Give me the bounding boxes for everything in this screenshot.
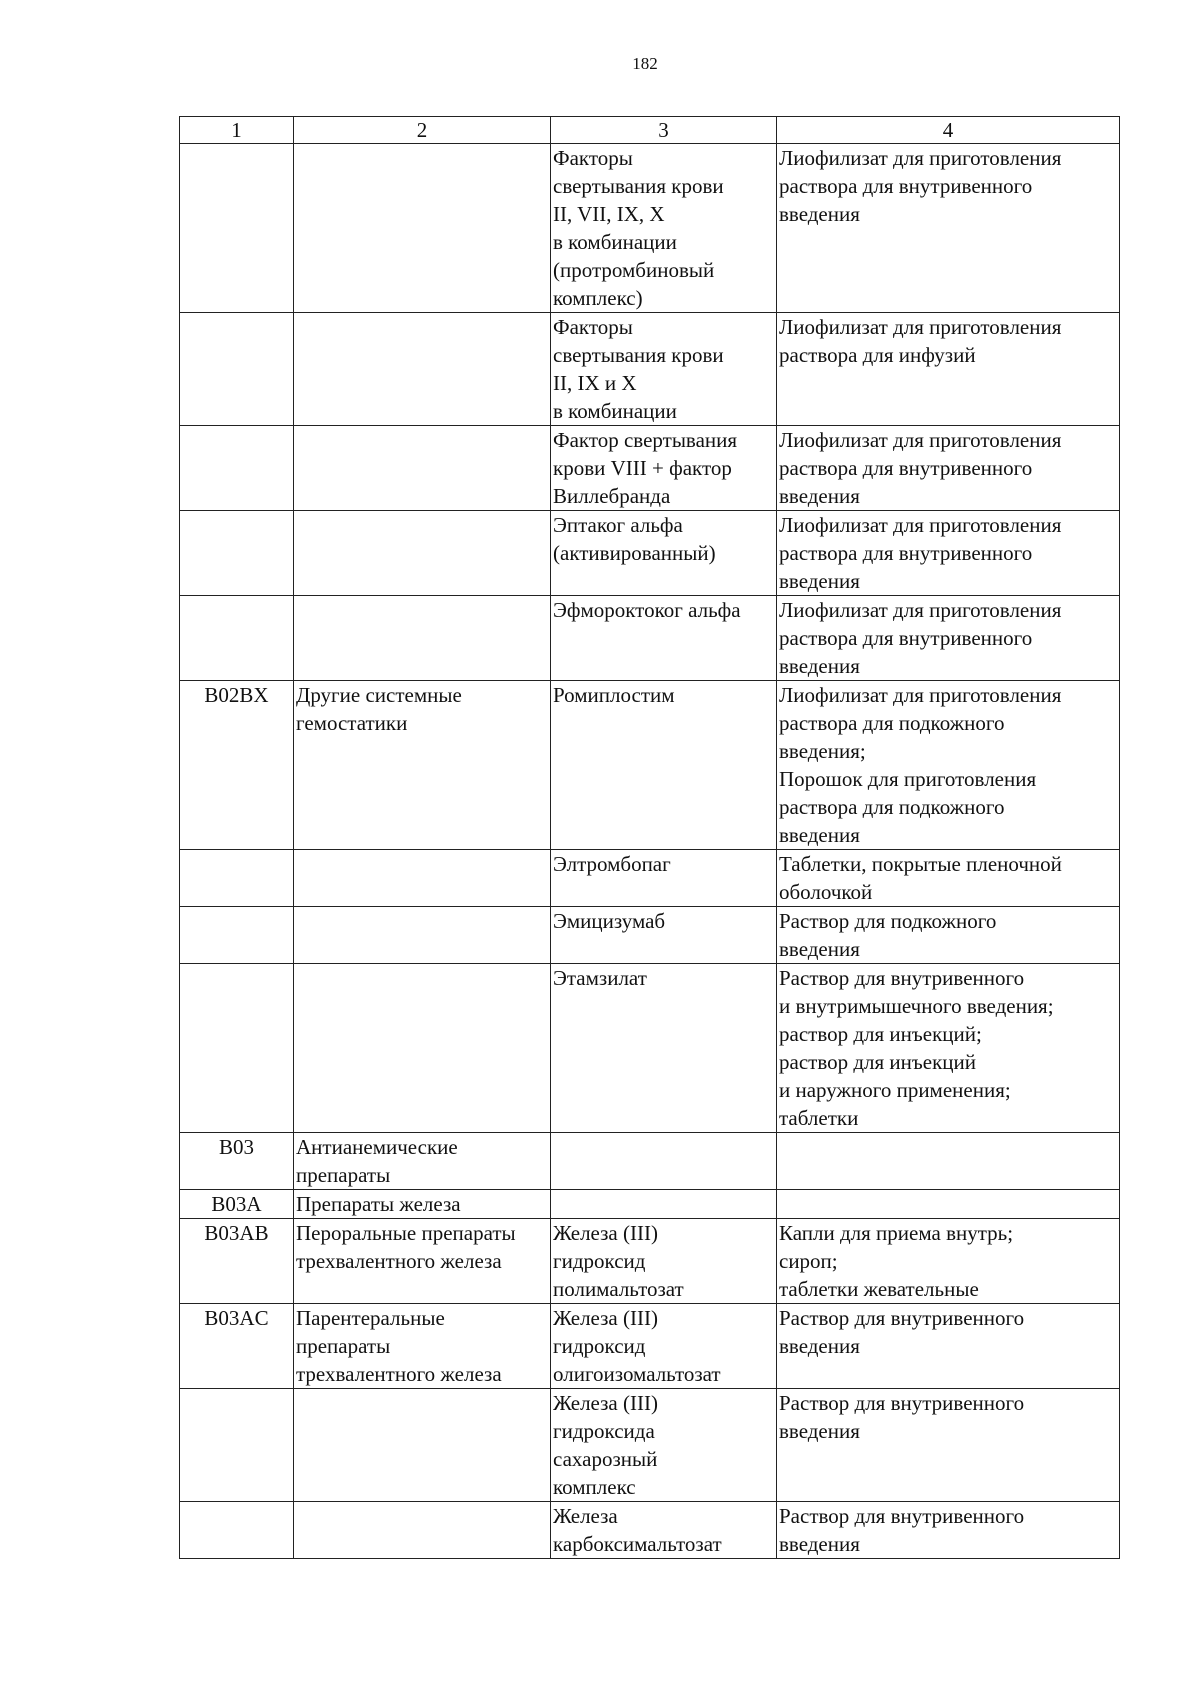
- table-body: [180, 144, 1120, 1559]
- dosage-form-cell: [777, 144, 1120, 313]
- group-cell: [294, 1219, 551, 1304]
- drug-name-line: Эфмороктоког альфа: [553, 598, 741, 622]
- dosage-form-line: введения: [779, 484, 860, 508]
- drug-name-line: комплекс): [553, 286, 643, 310]
- dosage-form-line: введения: [779, 1334, 860, 1358]
- group-cell: [294, 907, 551, 964]
- group-line: гемостатики: [296, 711, 408, 735]
- drug-name-line: в комбинации: [553, 230, 677, 254]
- drug-name-cell: [551, 426, 777, 511]
- atc-code-cell: [180, 144, 294, 313]
- dosage-form-cell: [777, 426, 1120, 511]
- dosage-form-line: введения;: [779, 739, 866, 763]
- drug-name-cell: [551, 681, 777, 850]
- table-row: [180, 964, 1120, 1133]
- drug-name-line: Факторы: [553, 146, 633, 170]
- dosage-form-cell: [777, 850, 1120, 907]
- atc-code-cell: [180, 596, 294, 681]
- drug-table: [179, 116, 1120, 1559]
- drug-name-line: гидроксида: [553, 1419, 655, 1443]
- atc-code-text: B03AC: [204, 1306, 269, 1330]
- dosage-form-cell: [777, 907, 1120, 964]
- dosage-form-line: раствора для инфузий: [779, 343, 976, 367]
- dosage-form-cell: [777, 1133, 1120, 1190]
- group-cell: [294, 1389, 551, 1502]
- group-line: Антианемические: [296, 1135, 458, 1159]
- dosage-form-line: сироп;: [779, 1249, 838, 1273]
- dosage-form-line: Раствор для внутривенного: [779, 1391, 1025, 1415]
- dosage-form-line: раствора для внутривенного: [779, 626, 1033, 650]
- dosage-form-line: раствора для внутривенного: [779, 456, 1033, 480]
- dosage-form-line: Порошок для приготовления: [779, 767, 1037, 791]
- drug-name-line: Виллебранда: [553, 484, 671, 508]
- drug-name-line: свертывания крови: [553, 343, 724, 367]
- group-cell: [294, 313, 551, 426]
- table-row: [180, 1190, 1120, 1219]
- drug-name-line: гидроксид: [553, 1249, 646, 1273]
- atc-code-cell: [180, 681, 294, 850]
- table-row: [180, 426, 1120, 511]
- drug-name-line: II, IX и X: [553, 371, 637, 395]
- dosage-form-line: Лиофилизат для приготовления: [779, 315, 1062, 339]
- table-row: [180, 1304, 1120, 1389]
- dosage-form-line: Лиофилизат для приготовления: [779, 598, 1062, 622]
- dosage-form-line: раствор для инъекций: [779, 1050, 976, 1074]
- drug-name-line: Железа (III): [553, 1391, 658, 1415]
- table-row: [180, 1133, 1120, 1190]
- atc-code-cell: [180, 313, 294, 426]
- group-cell: [294, 964, 551, 1133]
- drug-name-line: Эптаког альфа: [553, 513, 683, 537]
- dosage-form-line: раствора для подкожного: [779, 795, 1005, 819]
- dosage-form-line: введения: [779, 937, 860, 961]
- dosage-form-line: введения: [779, 1532, 860, 1556]
- dosage-form-line: введения: [779, 823, 860, 847]
- drug-name-cell: [551, 1133, 777, 1190]
- dosage-form-cell: [777, 1304, 1120, 1389]
- dosage-form-line: таблетки жевательные: [779, 1277, 979, 1301]
- dosage-form-line: Раствор для подкожного: [779, 909, 997, 933]
- atc-code-text: B02BX: [204, 683, 269, 707]
- dosage-form-line: Капли для приема внутрь;: [779, 1221, 1014, 1245]
- dosage-form-line: и внутримышечного введения;: [779, 994, 1054, 1018]
- dosage-form-cell: [777, 1502, 1120, 1559]
- drug-name-line: Этамзилат: [553, 966, 647, 990]
- group-cell: [294, 511, 551, 596]
- drug-name-line: полимальтозат: [553, 1277, 684, 1301]
- drug-name-line: в комбинации: [553, 399, 677, 423]
- drug-name-cell: [551, 144, 777, 313]
- dosage-form-line: Таблетки, покрытые пленочной: [779, 852, 1062, 876]
- group-line: Парентеральные: [296, 1306, 445, 1330]
- dosage-form-cell: [777, 596, 1120, 681]
- group-line: Пероральные препараты: [296, 1221, 516, 1245]
- group-cell: [294, 596, 551, 681]
- drug-name-cell: [551, 907, 777, 964]
- group-line: трехвалентного железа: [296, 1249, 502, 1273]
- table-row: [180, 681, 1120, 850]
- dosage-form-line: таблетки: [779, 1106, 859, 1130]
- drug-name-line: (активированный): [553, 541, 716, 565]
- dosage-form-line: раствора для подкожного: [779, 711, 1005, 735]
- page-number: 182: [632, 54, 658, 73]
- column-header-3: 3: [551, 117, 777, 144]
- table-row: [180, 313, 1120, 426]
- column-header-1: 1: [180, 117, 294, 144]
- atc-code-cell: [180, 511, 294, 596]
- drug-name-line: Эмицизумаб: [553, 909, 666, 933]
- group-line: Другие системные: [296, 683, 462, 707]
- drug-name-line: Железа: [553, 1504, 618, 1528]
- table-row: [180, 907, 1120, 964]
- dosage-form-line: раствора для внутривенного: [779, 541, 1033, 565]
- group-line: препараты: [296, 1163, 391, 1187]
- drug-name-line: (протромбиновый: [553, 258, 715, 282]
- drug-name-line: Железа (III): [553, 1221, 658, 1245]
- drug-name-line: свертывания крови: [553, 174, 724, 198]
- dosage-form-cell: [777, 1219, 1120, 1304]
- drug-name-cell: [551, 1502, 777, 1559]
- drug-name-line: гидроксид: [553, 1334, 646, 1358]
- dosage-form-line: Раствор для внутривенного: [779, 1504, 1025, 1528]
- drug-name-line: Элтромбопаг: [553, 852, 671, 876]
- dosage-form-cell: [777, 1190, 1120, 1219]
- drug-name-cell: [551, 596, 777, 681]
- group-cell: [294, 1190, 551, 1219]
- atc-code-text: B03A: [211, 1192, 262, 1216]
- drug-name-line: II, VII, IX, X: [553, 202, 665, 226]
- group-cell: [294, 1502, 551, 1559]
- atc-code-cell: [180, 1304, 294, 1389]
- dosage-form-line: Лиофилизат для приготовления: [779, 683, 1062, 707]
- drug-name-line: сахарозный: [553, 1447, 658, 1471]
- table-row: [180, 850, 1120, 907]
- atc-code-cell: [180, 1389, 294, 1502]
- dosage-form-line: раствора для внутривенного: [779, 174, 1033, 198]
- group-cell: [294, 426, 551, 511]
- drug-name-line: комплекс: [553, 1475, 636, 1499]
- atc-code-cell: [180, 1133, 294, 1190]
- drug-name-cell: [551, 511, 777, 596]
- column-header-2: 2: [294, 117, 551, 144]
- group-cell: [294, 681, 551, 850]
- dosage-form-line: раствор для инъекций;: [779, 1022, 982, 1046]
- column-header-4: 4: [777, 117, 1120, 144]
- group-cell: [294, 1133, 551, 1190]
- atc-code-text: B03AB: [204, 1221, 269, 1245]
- dosage-form-line: оболочкой: [779, 880, 873, 904]
- atc-code-cell: [180, 907, 294, 964]
- dosage-form-cell: [777, 681, 1120, 850]
- drug-name-line: олигоизомальтозат: [553, 1362, 721, 1386]
- group-line: трехвалентного железа: [296, 1362, 502, 1386]
- dosage-form-cell: [777, 964, 1120, 1133]
- drug-name-cell: [551, 964, 777, 1133]
- drug-name-cell: [551, 1219, 777, 1304]
- dosage-form-line: и наружного применения;: [779, 1078, 1011, 1102]
- dosage-form-line: Раствор для внутривенного: [779, 966, 1025, 990]
- table-row: [180, 596, 1120, 681]
- dosage-form-line: Раствор для внутривенного: [779, 1306, 1025, 1330]
- dosage-form-line: Лиофилизат для приготовления: [779, 428, 1062, 452]
- group-cell: [294, 1304, 551, 1389]
- atc-code-cell: [180, 850, 294, 907]
- group-cell: [294, 850, 551, 907]
- drug-name-cell: [551, 313, 777, 426]
- table-row: [180, 1219, 1120, 1304]
- atc-code-cell: [180, 1190, 294, 1219]
- atc-code-cell: [180, 1502, 294, 1559]
- dosage-form-line: Лиофилизат для приготовления: [779, 146, 1062, 170]
- drug-name-line: Железа (III): [553, 1306, 658, 1330]
- table-row: [180, 1389, 1120, 1502]
- atc-code-cell: [180, 426, 294, 511]
- table-row: [180, 511, 1120, 596]
- atc-code-cell: [180, 964, 294, 1133]
- group-cell: [294, 144, 551, 313]
- dosage-form-line: введения: [779, 654, 860, 678]
- drug-name-line: крови VIII + фактор: [553, 456, 732, 480]
- drug-name-cell: [551, 1389, 777, 1502]
- header-row: [180, 117, 1120, 144]
- drug-name-line: Фактор свертывания: [553, 428, 738, 452]
- drug-name-cell: [551, 1190, 777, 1219]
- dosage-form-cell: [777, 313, 1120, 426]
- dosage-form-cell: [777, 1389, 1120, 1502]
- group-line: Препараты железа: [296, 1192, 461, 1216]
- atc-code-text: B03: [218, 1135, 254, 1159]
- dosage-form-line: введения: [779, 202, 860, 226]
- dosage-form-line: введения: [779, 1419, 860, 1443]
- atc-code-cell: [180, 1219, 294, 1304]
- dosage-form-line: Лиофилизат для приготовления: [779, 513, 1062, 537]
- drug-name-line: Ромиплостим: [553, 683, 675, 707]
- drug-name-cell: [551, 850, 777, 907]
- dosage-form-cell: [777, 511, 1120, 596]
- drug-name-line: карбоксимальтозат: [553, 1532, 722, 1556]
- drug-name-line: Факторы: [553, 315, 633, 339]
- table-row: [180, 1502, 1120, 1559]
- group-line: препараты: [296, 1334, 391, 1358]
- table-row: [180, 144, 1120, 313]
- dosage-form-line: введения: [779, 569, 860, 593]
- drug-name-cell: [551, 1304, 777, 1389]
